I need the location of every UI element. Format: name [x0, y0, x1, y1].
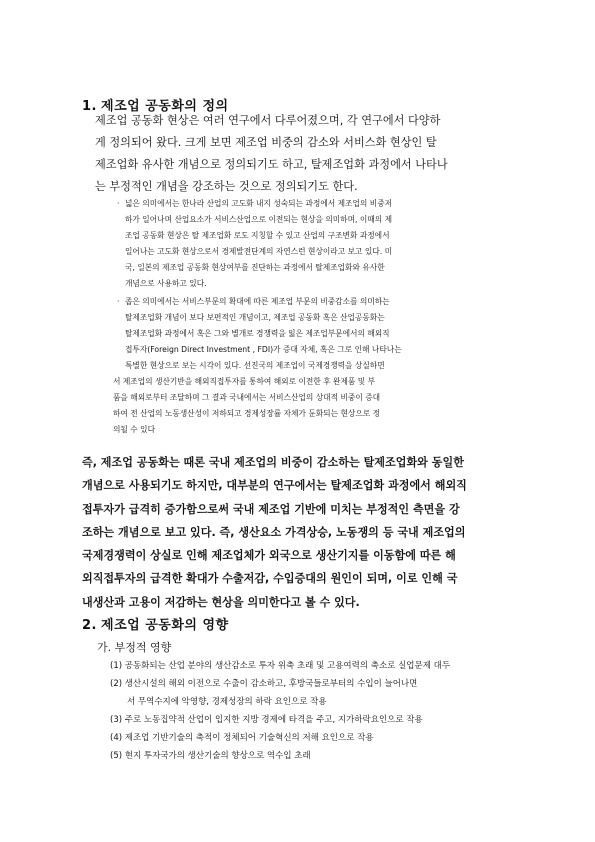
list-item: (3) 주로 노동집약적 산업이 입지한 지방 경제에 타격을 주고, 지가하락요인으로 작용 [110, 715, 423, 725]
section-2-heading [82, 614, 229, 633]
summary-line: 조하는 개념으로 보고 있다. 즉, 생산요소 가격상승, 노동쟁의 등 국내 제조업의 [82, 525, 466, 539]
summary-line: 접투자가 급격히 증가함으로써 국내 제조업 기반에 미치는 부정적인 측면을 강 [82, 502, 460, 516]
bullet-line: 탈제조업화 개념이 보다 보편적인 개념이고, 제조업 공동화 혹은 산업공동화는 [125, 313, 385, 322]
bullet-line: 일어나는 고도화 현상으로서 경제발전단계의 자연스런 현상이라고 보고 있다. 미 [125, 247, 393, 256]
section-1-number: 1. [82, 99, 97, 114]
summary-paragraph [82, 451, 522, 614]
list-item-continuation: 서 무역수지에 악영향, 경제성장의 하락 요인으로 작용 [127, 697, 327, 707]
section-2-title: 제조업 공동화의 영향 [101, 618, 229, 633]
intro-line: 제조업 공동화 현상은 여러 연구에서 다루어졌으며, 각 연구에서 다양하 [95, 114, 441, 127]
bullet-line: 넓은 의미에서는 한나라 산업의 고도화 내지 성숙되는 과정에서 제조업의 비중저 [125, 199, 393, 208]
summary-line: 개념으로 사용되기도 하지만, 대부분의 연구에서는 탈제조업화 과정에서 해외직 [82, 479, 467, 493]
summary-line: 즉, 제조업 공동화는 때론 국내 제조업의 비중이 감소하는 탈제조업화와 동일한 [82, 456, 464, 469]
bullet-broad-meaning [117, 196, 393, 292]
bullet-mark: · [117, 199, 120, 208]
bullet-narrow-meaning [117, 294, 402, 374]
intro-paragraph [95, 110, 520, 198]
intro-line: 게 정의되어 왔다. 크게 보면 제조업 비중의 감소와 서비스화 현상인 탈 [95, 136, 437, 149]
bullet-line: 품을 해외로부터 조달하며 그 결과 국내에서는 서비스산업의 상대적 비중이 증대 [113, 393, 381, 402]
summary-line: 국제경쟁력이 상실로 인해 제조업체가 외국으로 생산기지를 이동함에 따른 해 [82, 549, 456, 563]
section-2-number: 2. [82, 618, 97, 633]
bullet-line: 탈제조업화 과정에서 혹은 그와 별개로 경쟁력을 잃은 제조업부문에서의 해외직 [125, 329, 390, 338]
list-item: (5) 현지 투자국가의 생산기술의 향상으로 역수입 초래 [110, 751, 311, 761]
subheading-negative-effects: 가. 부정적 영향 [97, 641, 172, 654]
section-1-title: 제조업 공동화의 정의 [101, 99, 229, 114]
intro-line: 제조업화 유사한 개념으로 정의되기도 하고, 탈제조업화 과정에서 나타나 [95, 158, 448, 171]
bullet-line: 접투자(Foreign Direct Investment , FDI)가 증대 자체, 혹은 그로 인해 나타나는 [125, 345, 402, 354]
bullet-line: 하가 일어나며 산업요소가 서비스산업으로 이전되는 현상을 의미하며, 이때의 제 [125, 215, 393, 224]
bullet-line: 의될 수 있다 [113, 425, 156, 434]
list-item: (2) 생산시설의 해외 이전으로 수출이 감소하고, 후방국들로부터의 수입이 늘어나면 [110, 679, 418, 689]
bullet-line: 하여 전 산업의 노동생산성이 저하되고 경제성장률 자체가 둔화되는 현상으로 정 [113, 409, 381, 418]
effects-list [110, 657, 450, 765]
bullet-line: 조업 공동화 현상은 탈 제조업화 로도 지칭할 수 있고 산업의 구조변화 과정에서 [125, 231, 390, 240]
summary-line: 내생산과 고용이 저감하는 현상을 의미한다고 볼 수 있다. [82, 595, 360, 609]
list-item: (1) 공동화되는 산업 분야의 생산감소로 투자 위축 초래 및 고용여력의 축소로 실업문제 대두 [110, 661, 451, 671]
bullet-mark: · [117, 297, 120, 306]
bullet-line: 좁은 의미에서는 서비스부문의 확대에 따른 제조업 부문의 비중감소를 의미하는 [125, 297, 390, 306]
bullet-line: 서 제조업의 생산기반을 해외직접투자를 통하여 해외로 이전한 후 완제품 및 부 [113, 377, 376, 386]
intro-line: 는 부정적인 개념을 강조하는 것으로 정의되기도 한다. [95, 180, 358, 193]
bullet-line: 개념으로 사용하고 있다. [125, 279, 207, 288]
bullet-line: 국, 일본의 제조업 공동화 현상여부를 진단하는 과정에서 탈제조업화와 유사한 [125, 263, 385, 272]
list-item: (4) 제조업 기반기술의 축적이 정체되어 기술혁신의 저해 요인으로 작용 [110, 733, 374, 743]
bullet-line: 특별한 현상으로 보는 시각이 있다. 선진국의 제조업이 국제경쟁력을 상실하면 [125, 361, 385, 370]
summary-line: 외직접투자의 급격한 확대가 수출저감, 수입증대의 원인이 되며, 이로 인해 국 [82, 572, 458, 586]
bullet-narrow-meaning-continued [113, 374, 380, 438]
